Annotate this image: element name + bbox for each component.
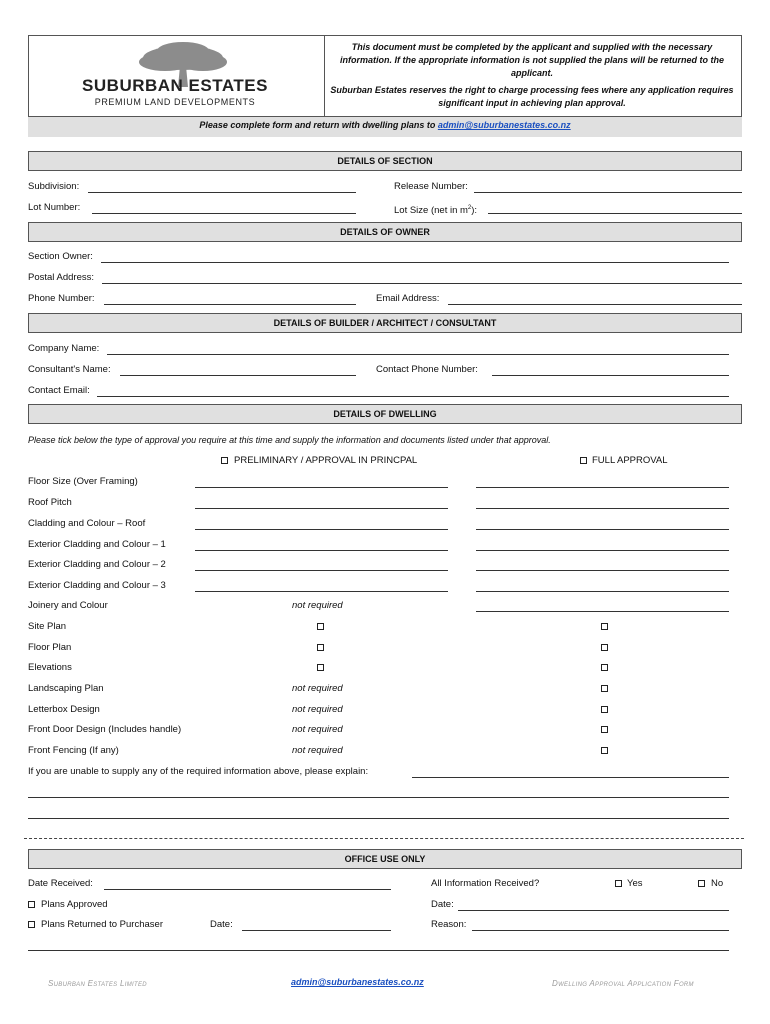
- full-checkbox[interactable]: [601, 664, 608, 671]
- logo-name: SUBURBAN ESTATES: [82, 76, 268, 95]
- contact-phone-label: Contact Phone Number:: [376, 364, 478, 375]
- lot-number-field[interactable]: [92, 213, 356, 214]
- full-field[interactable]: [476, 529, 729, 530]
- return-line: [28, 120, 742, 130]
- subdivision-label: Subdivision:: [28, 181, 80, 192]
- preliminary-label: PRELIMINARY / APPROVAL IN PRINCPAL: [234, 455, 418, 466]
- reason-field-2[interactable]: [28, 950, 729, 951]
- not-required-text: not required: [292, 724, 343, 735]
- not-required-text: not required: [292, 683, 343, 694]
- full-field[interactable]: [476, 591, 729, 592]
- row-label: Front Fencing (If any): [28, 745, 119, 756]
- email-address-label: Email Address:: [376, 293, 440, 304]
- row-label: Roof Pitch: [28, 497, 72, 508]
- full-checkbox[interactable]: [601, 747, 608, 754]
- row-label: Exterior Cladding and Colour – 2: [28, 559, 166, 570]
- owner-title: DETAILS OF OWNER: [28, 222, 742, 242]
- full-field[interactable]: [476, 570, 729, 571]
- prelim-checkbox[interactable]: [317, 644, 324, 651]
- release-number-label: Release Number:: [394, 181, 468, 192]
- postal-address-label: Postal Address:: [28, 272, 95, 283]
- subdivision-field[interactable]: [88, 192, 356, 193]
- plans-returned-label: Plans Returned to Purchaser: [41, 919, 163, 930]
- explain-field[interactable]: [28, 818, 729, 819]
- return-email-link[interactable]: admin@suburbanestates.co.nz: [437, 120, 571, 130]
- all-info-label: All Information Received?: [431, 878, 540, 889]
- contact-email-field[interactable]: [97, 396, 729, 397]
- full-field[interactable]: [476, 508, 729, 509]
- full-checkbox[interactable]: [601, 726, 608, 733]
- returned-date-field[interactable]: [242, 930, 391, 931]
- logo-tagline: PREMIUM LAND DEVELOPMENTS: [94, 97, 256, 107]
- plans-approved-label: Plans Approved: [41, 899, 108, 910]
- footer-form-name: Dwelling Approval Application Form: [552, 979, 694, 988]
- builder-title: DETAILS OF BUILDER / ARCHITECT / CONSULTANT: [28, 313, 742, 333]
- section-owner-label: Section Owner:: [28, 251, 93, 262]
- row-label: Landscaping Plan: [28, 683, 104, 694]
- reason-field[interactable]: [472, 930, 729, 931]
- prelim-checkbox[interactable]: [317, 623, 324, 630]
- lot-number-label: Lot Number:: [28, 202, 81, 213]
- office-title: OFFICE USE ONLY: [28, 849, 742, 869]
- row-label: Floor Size (Over Framing): [28, 476, 138, 487]
- notice-2: Suburban Estates reserves the right to charge processing fees where any application requires significant input in achieving plan approval.: [330, 85, 734, 108]
- full-field[interactable]: [476, 611, 729, 612]
- dwelling-instruction: Please tick below the type of approval you require at this time and supply the information and documents listed under that approval.: [28, 435, 551, 445]
- prelim-field[interactable]: [195, 508, 448, 509]
- row-label: Site Plan: [28, 621, 67, 632]
- row-label: Exterior Cladding and Colour – 3: [28, 580, 166, 591]
- phone-number-label: Phone Number:: [28, 293, 95, 304]
- release-number-field[interactable]: [474, 192, 742, 193]
- header-divider: [324, 35, 325, 116]
- company-name-label: Company Name:: [28, 343, 100, 354]
- row-label: Front Door Design (Includes handle): [28, 724, 182, 735]
- not-required-text: not required: [292, 745, 343, 756]
- company-name-field[interactable]: [107, 354, 729, 355]
- no-label: No: [711, 878, 724, 889]
- phone-number-field[interactable]: [104, 304, 356, 305]
- explain-field[interactable]: [412, 777, 729, 778]
- row-label: Elevations: [28, 662, 72, 673]
- returned-date-label: Date:: [210, 919, 233, 930]
- contact-email-label: Contact Email:: [28, 385, 90, 396]
- date-received-label: Date Received:: [28, 878, 93, 889]
- row-label: Cladding and Colour – Roof: [28, 518, 146, 529]
- consultant-name-field[interactable]: [120, 375, 356, 376]
- logo: [75, 40, 275, 112]
- consultant-name-label: Consultant's Name:: [28, 364, 111, 375]
- prelim-checkbox[interactable]: [317, 664, 324, 671]
- section-title: DETAILS OF SECTION: [28, 151, 742, 171]
- prelim-field[interactable]: [195, 570, 448, 571]
- lot-size-label: Lot Size (net in $m^2$):: [394, 205, 478, 217]
- section-owner-field[interactable]: [101, 262, 729, 263]
- return-text: Please complete form and return with dwelling plans to: [199, 120, 436, 130]
- prelim-field[interactable]: [195, 591, 448, 592]
- lot-size-field[interactable]: [488, 213, 742, 214]
- reason-label: Reason:: [431, 919, 467, 930]
- plans-returned-checkbox[interactable]: [28, 921, 35, 928]
- contact-phone-field[interactable]: [492, 375, 729, 376]
- no-checkbox[interactable]: [698, 880, 705, 887]
- full-field[interactable]: [476, 487, 729, 488]
- not-required-text: not required: [292, 600, 343, 611]
- approval-date-field[interactable]: [458, 910, 729, 911]
- row-label: Letterbox Design: [28, 704, 100, 715]
- full-approval-checkbox[interactable]: [580, 457, 587, 464]
- full-approval-label: FULL APPROVAL: [592, 455, 668, 466]
- yes-label: Yes: [627, 878, 643, 889]
- not-required-text: not required: [292, 704, 343, 715]
- plans-approved-checkbox[interactable]: [28, 901, 35, 908]
- yes-checkbox[interactable]: [615, 880, 622, 887]
- full-checkbox[interactable]: [601, 644, 608, 651]
- postal-address-field[interactable]: [102, 283, 742, 284]
- date-received-field[interactable]: [104, 889, 391, 890]
- full-checkbox[interactable]: [601, 685, 608, 692]
- notice-1: This document must be completed by the applicant and supplied with the necessary information. If the appropriate information is not supplied the plans will be returned to the applicant.: [339, 42, 725, 78]
- full-checkbox[interactable]: [601, 623, 608, 630]
- approval-date-label: Date:: [431, 899, 454, 910]
- row-label: Floor Plan: [28, 642, 72, 653]
- explain-label: If you are unable to supply any of the required information above, please explain:: [28, 766, 369, 777]
- full-checkbox[interactable]: [601, 706, 608, 713]
- row-label: Exterior Cladding and Colour – 1: [28, 539, 166, 550]
- preliminary-checkbox[interactable]: [221, 457, 228, 464]
- prelim-field[interactable]: [195, 550, 448, 551]
- footer-email-link[interactable]: admin@suburbanestates.co.nz: [291, 977, 424, 987]
- prelim-field[interactable]: [195, 487, 448, 488]
- dwelling-title: DETAILS OF DWELLING: [28, 404, 742, 424]
- explain-field[interactable]: [28, 797, 729, 798]
- cut-line: [24, 838, 744, 839]
- email-address-field[interactable]: [448, 304, 742, 305]
- full-field[interactable]: [476, 550, 729, 551]
- prelim-field[interactable]: [195, 529, 448, 530]
- footer-company: Suburban Estates Limited: [48, 979, 147, 988]
- row-label: Joinery and Colour: [28, 600, 108, 611]
